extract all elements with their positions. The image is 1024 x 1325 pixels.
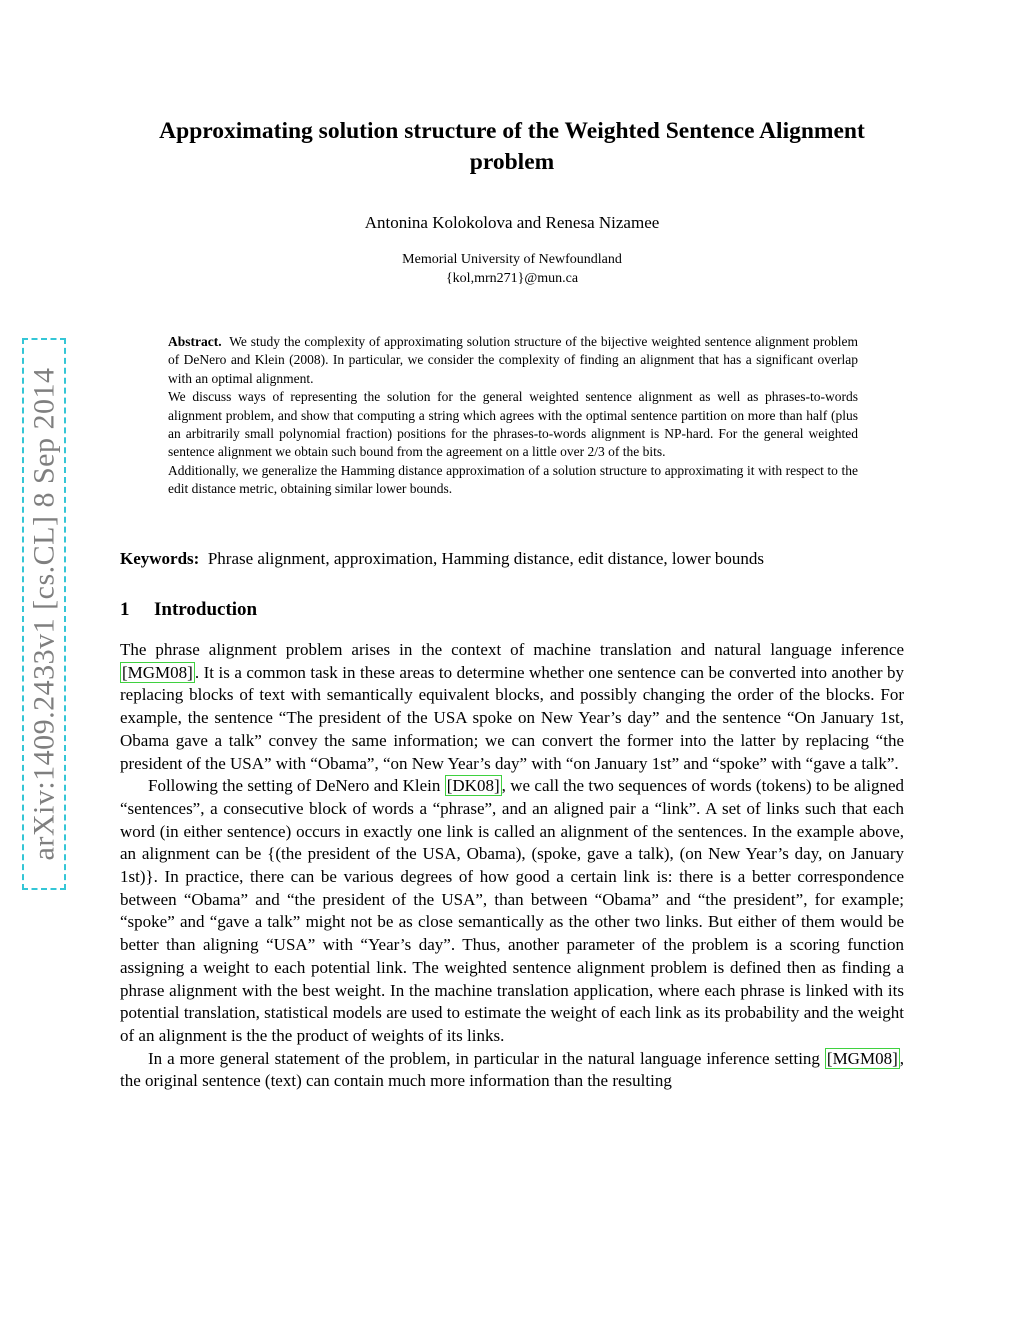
citation-link[interactable]: [MGM08] <box>826 1048 898 1068</box>
body-paragraph <box>120 1048 904 1093</box>
author-affiliation-block <box>120 250 904 288</box>
abstract-label: Abstract. <box>168 334 222 349</box>
author-email: {kol,mrn271}@mun.ca <box>445 271 579 286</box>
paper-title: Approximating solution structure of the Weighted Sentence Alignment problem <box>159 118 865 175</box>
body-paragraph <box>120 639 904 775</box>
abstract-paragraph <box>168 333 858 388</box>
abstract-paragraph: We discuss ways of representing the solution for the general weighted sentence alignment as well as phrases-to-words alignment problem, and show that computing a string which agrees with the optimal sentence partition on more than half (plus an arbitrarily small polynomial fraction) positions for the phrases-to-words alignment is NP-hard. For the general weighted sentence alignment we obtain such bound from the agreement on a little over 2/3 of the bits. <box>168 389 858 460</box>
paragraph-text: , the original sentence (text) can contain much more information than the resulting <box>120 1048 904 1091</box>
section-heading <box>120 598 904 622</box>
section-body <box>120 639 904 1093</box>
paper-authors: Antonina Kolokolova and Renesa Nizamee <box>364 213 660 232</box>
citation-link[interactable]: [DK08] <box>446 776 500 796</box>
paragraph-text: , we call the two sequences of words (tokens) to be aligned “sentences”, a consecutive block of words a “phrase”, and an aligned pair a “link”. A set of links such that each word (in either sentence) occurs in exactly one link is called an alignment of the sentences. In the example above, an alignment can be {(the president of the USA, Obama), (spoke, gave a talk), (on New Year’s day, on January 1st)}. In practice, there can be various degrees of how good a certain link is: there is a better correspondence between “Obama” and “the president of the USA”, than between “Obama” and “the president”, for example; “spoke” and “gave a talk” might not be as close semantically as the other two links. But either of them would be better than aligning “USA” with “Year’s day”. Thus, another parameter of the problem is a scoring function assigning a weight to each potential link. The weighted sentence alignment problem is defined then as finding a phrase alignment with the best weight. In the machine translation application, where each phrase is linked with its potential translation, statistical models are used to estimate the weight of each link as its probability and the weight of an alignment is the the product of weights of its links. <box>120 776 904 1045</box>
paragraph-text: . It is a common task in these areas to determine whether one sentence can be converted into another by replacing blocks of text with semantically equivalent blocks, and possibly changing the order of the blocks. For example, the sentence “The president of the USA spoke on New Year’s day” and the sentence “On January 1st, Obama gave a talk” convey the same information; we can convert the former into the latter by replacing “the president of the USA” with “Obama”, “on New Year’s day” with “on January 1st” and “spoke” with “gave a talk”. <box>120 662 904 773</box>
affiliation: Memorial University of Newfoundland <box>402 252 622 267</box>
paragraph-text: Following the setting of DeNero and Klein <box>148 776 445 796</box>
abstract-text-1: We study the complexity of approximating solution structure of the bijective weighted sentence alignment problem of DeNero and Klein (2008). In particular, we consider the complexity of finding an alignment that has a significant overlap with an optimal alignment. <box>168 334 858 386</box>
section-number: 1 <box>120 599 130 620</box>
paragraph-text: In a more general statement of the problem, in particular in the natural language inference setting <box>148 1048 825 1068</box>
arxiv-identifier-text: arXiv:1409.2433v1 [cs.CL] 8 Sep 2014 <box>27 367 61 861</box>
keywords <box>120 548 904 570</box>
abstract <box>168 333 858 499</box>
arxiv-identifier-stamp <box>22 338 66 890</box>
keywords-text: Phrase alignment, approximation, Hamming distance, edit distance, lower bounds <box>207 549 764 568</box>
body-paragraph <box>120 775 904 1047</box>
section-title: Introduction <box>154 599 258 620</box>
paragraph-text: The phrase alignment problem arises in the context of machine translation and natural language inference <box>120 640 904 659</box>
keywords-label: Keywords: <box>120 549 200 568</box>
citation-link[interactable]: [MGM08] <box>122 662 193 682</box>
abstract-paragraph: Additionally, we generalize the Hamming distance approximation of a solution structure to approximating it with respect to the edit distance metric, obtaining similar lower bounds. <box>168 462 858 497</box>
